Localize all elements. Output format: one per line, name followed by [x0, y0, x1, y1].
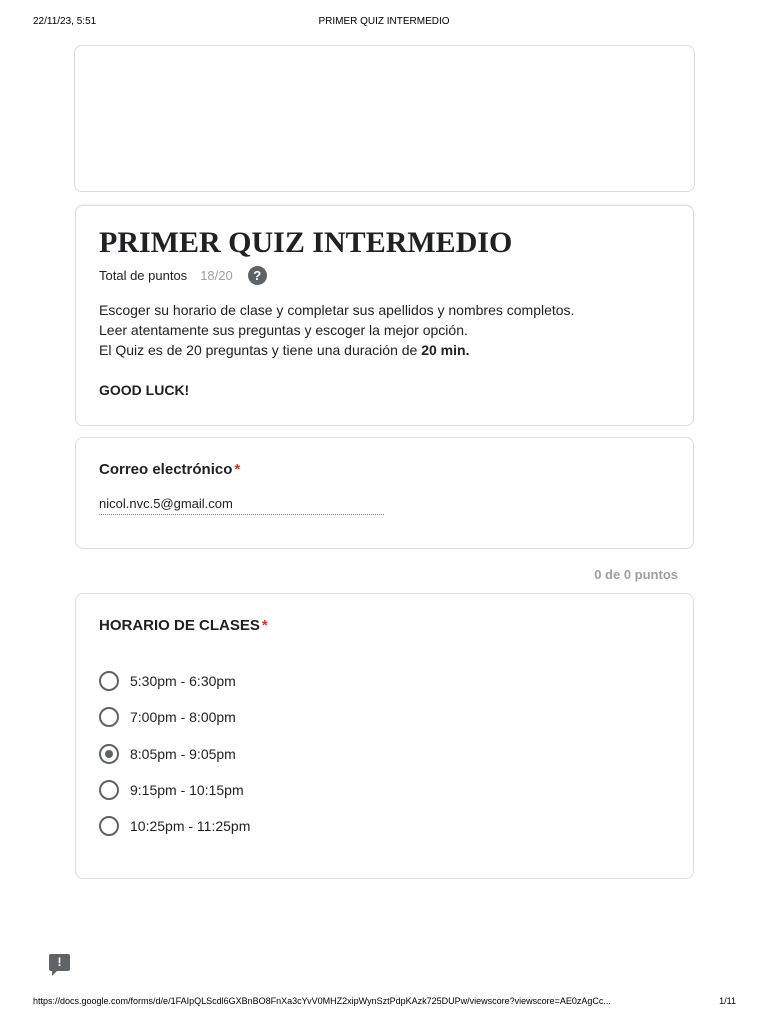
email-question-label: [99, 461, 240, 478]
radio-button[interactable]: [99, 707, 119, 727]
radio-button[interactable]: [99, 671, 119, 691]
radio-option[interactable]: [99, 670, 250, 692]
total-points-row: [99, 265, 267, 285]
option-label: 8:05pm - 9:05pm: [130, 745, 236, 762]
description-duration-line: [99, 340, 574, 360]
required-asterisk: *: [234, 461, 241, 478]
print-document-title: PRIMER QUIZ INTERMEDIO: [318, 16, 450, 27]
schedule-options: [99, 670, 250, 851]
email-field[interactable]: nicol.nvc.5@gmail.com: [99, 496, 384, 515]
email-label-text: Correo electrónico: [99, 461, 233, 478]
report-feedback-icon[interactable]: !: [49, 954, 70, 971]
option-label: 7:00pm - 8:00pm: [130, 709, 236, 726]
print-footer-url: https://docs.google.com/forms/d/e/1FAIpQLScdl6GXBnBO8FnXa3cYvV0MHZ2xipWynSztPdpKAzk725DUPw/viewscore?viewscore=AE0zAgCc...: [33, 996, 611, 1006]
schedule-question-label: [99, 617, 268, 634]
option-label: 5:30pm - 6:30pm: [130, 673, 236, 689]
header-banner-card: [74, 45, 695, 192]
option-label: 9:15pm - 10:15pm: [130, 781, 244, 798]
radio-option[interactable]: [99, 779, 250, 801]
total-points-score: 18/20: [200, 267, 233, 283]
radio-option[interactable]: [99, 743, 250, 765]
radio-option[interactable]: [99, 706, 250, 728]
option-label: 10:25pm - 11:25pm: [130, 818, 251, 835]
closing-text: GOOD LUCK!: [99, 382, 190, 398]
page-title: PRIMER QUIZ INTERMEDIO: [99, 226, 513, 259]
email-question-card: [75, 437, 694, 549]
duration-prefix: El Quiz es de 20 preguntas y tiene una duración de: [99, 342, 422, 358]
print-datetime: 22/11/23, 5:51: [33, 16, 97, 27]
schedule-label-text: HORARIO DE CLASES: [99, 617, 260, 634]
schedule-question-card: [75, 593, 694, 879]
duration-value: 20 min.: [421, 342, 470, 358]
description-line: Leer atentamente sus preguntas y escoger la mejor opción.: [99, 322, 468, 338]
question-points: 0 de 0 puntos: [594, 567, 678, 582]
radio-button[interactable]: [99, 816, 119, 836]
print-page-number: 1/11: [719, 996, 736, 1006]
help-icon[interactable]: ?: [248, 266, 267, 285]
form-header-card: [75, 205, 694, 426]
radio-option[interactable]: [99, 815, 250, 837]
required-asterisk: *: [261, 617, 268, 634]
total-points-label: Total de puntos: [99, 267, 188, 283]
radio-button[interactable]: [99, 780, 119, 800]
form-description: [99, 300, 574, 400]
description-line: Escoger su horario de clase y completar sus apellidos y nombres completos.: [99, 302, 575, 318]
radio-button[interactable]: [99, 744, 119, 764]
